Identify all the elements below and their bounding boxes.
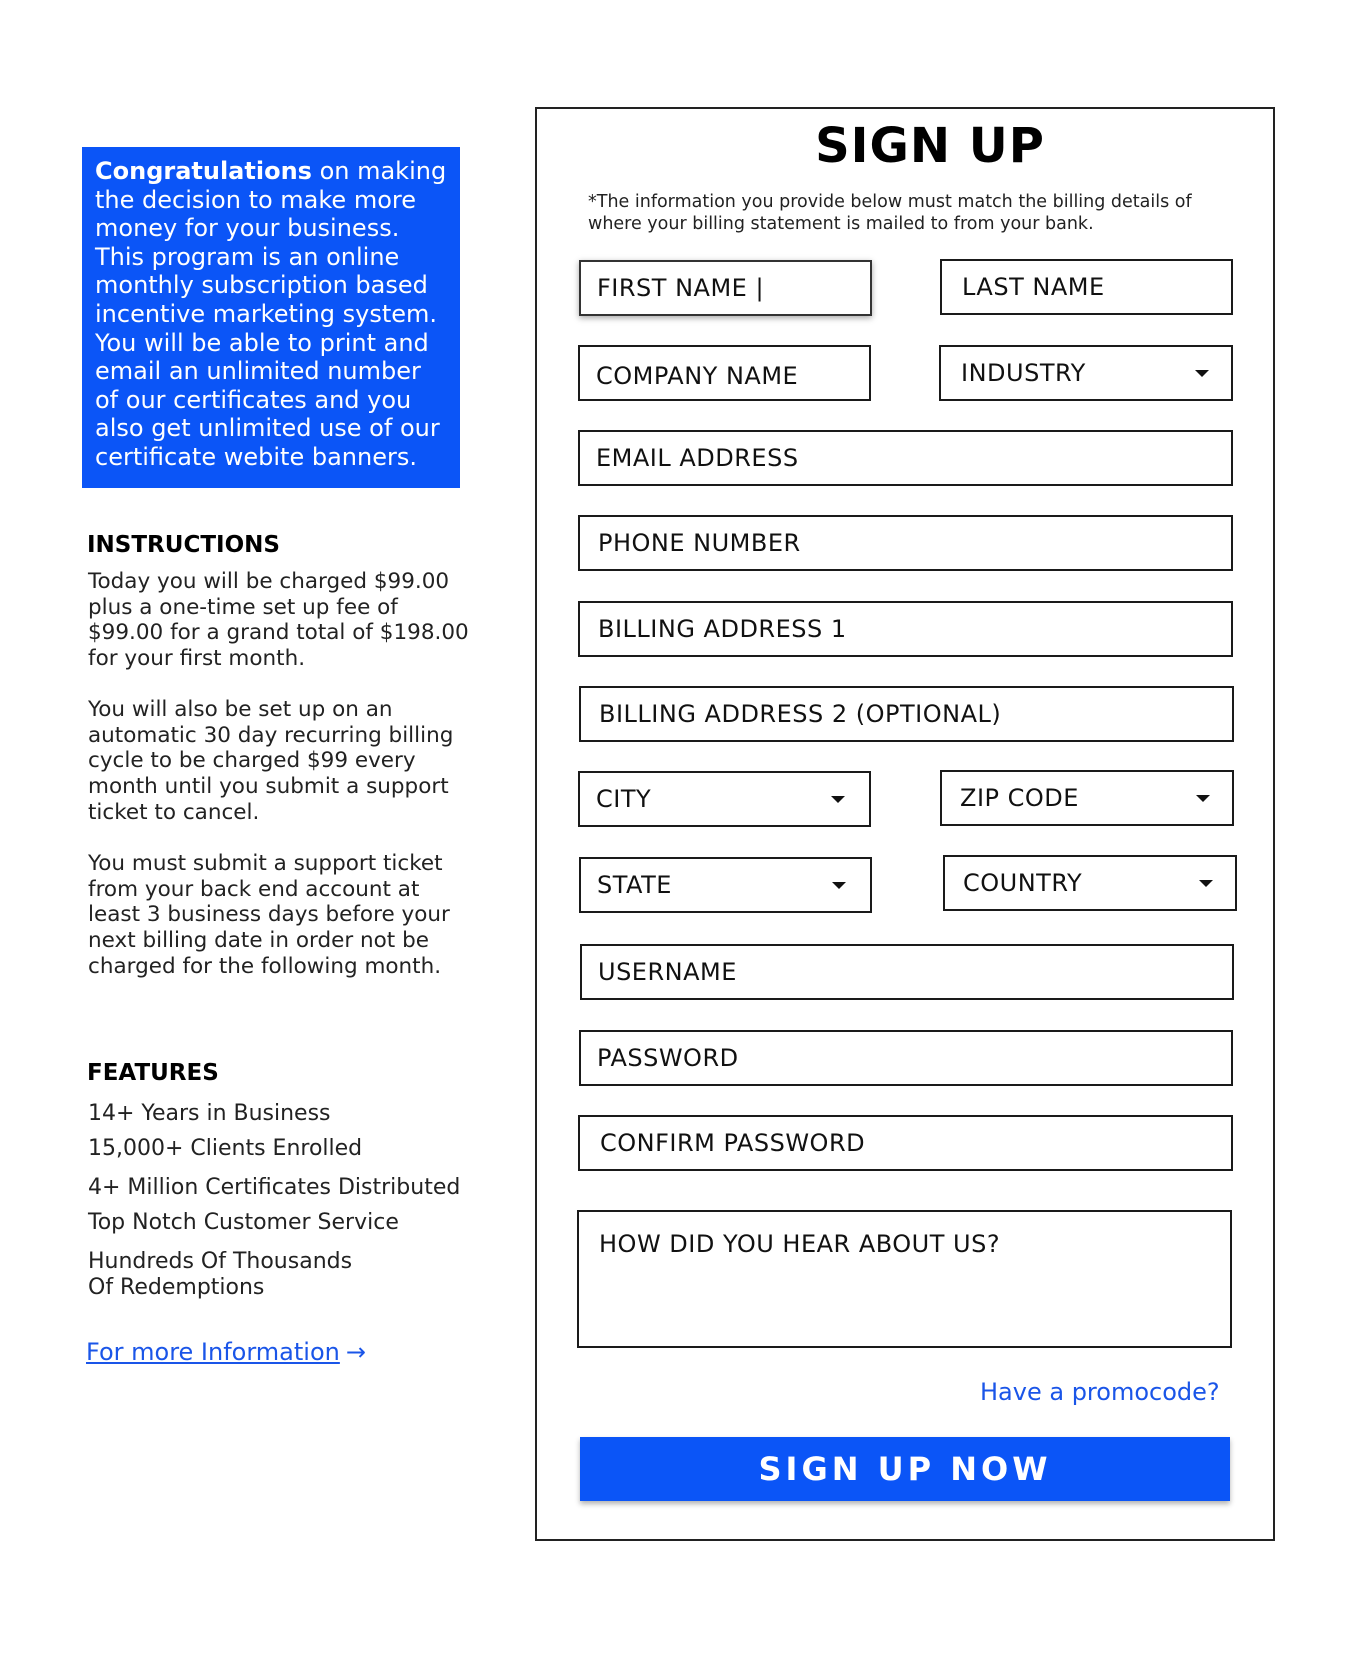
instructions-paragraph: You will also be set up on an automatic 30 day recurring billing cycle to be charged $99 every month until you submit a support ticket to cancel. — [88, 697, 454, 825]
how-did-you-hear-field[interactable] — [577, 1210, 1232, 1348]
company-name-placeholder: COMPANY NAME — [596, 362, 799, 390]
more-information-label: For more Information — [86, 1338, 340, 1366]
industry-select[interactable] — [939, 345, 1233, 401]
username-placeholder: USERNAME — [598, 958, 737, 986]
feature-item: Hundreds Of Thousands — [88, 1249, 353, 1274]
billing-address-2-placeholder: BILLING ADDRESS 2 (OPTIONAL) — [599, 700, 1002, 728]
last-name-placeholder: LAST NAME — [962, 273, 1105, 301]
feature-item: 14+ Years in Business — [88, 1101, 331, 1126]
caret-down-icon — [1196, 795, 1210, 802]
username-field[interactable] — [580, 944, 1234, 1000]
caret-down-icon — [1195, 370, 1209, 377]
phone-placeholder: PHONE NUMBER — [598, 529, 801, 557]
email-placeholder: EMAIL ADDRESS — [596, 444, 799, 472]
password-field[interactable] — [579, 1030, 1233, 1086]
industry-label: INDUSTRY — [961, 359, 1086, 387]
city-select[interactable] — [578, 771, 871, 827]
password-placeholder: PASSWORD — [597, 1044, 739, 1072]
state-label: STATE — [597, 871, 672, 899]
welcome-message-box — [82, 147, 460, 488]
company-name-field[interactable] — [578, 345, 871, 401]
country-label: COUNTRY — [963, 869, 1083, 897]
instructions-heading: INSTRUCTIONS — [87, 532, 280, 558]
instructions-paragraph: You must submit a support ticket from your back end account at least 3 business days before your next billing date in order not be charged for the following month. — [88, 851, 450, 979]
email-field[interactable] — [578, 430, 1233, 486]
welcome-message-text: on making the decision to make more money for your business. This program is an online monthly subscription based incentive marketing system. You will be able to print and email an unlimited number of our certificates and you also get unlimited use of our certificate webite banners. — [95, 157, 447, 471]
how-did-you-hear-placeholder: HOW DID YOU HEAR ABOUT US? — [599, 1230, 1001, 1258]
billing-address-1-placeholder: BILLING ADDRESS 1 — [598, 615, 847, 643]
feature-item: Of Redemptions — [88, 1275, 265, 1300]
billing-address-2-field[interactable] — [579, 686, 1234, 742]
zip-code-label: ZIP CODE — [960, 784, 1079, 812]
form-title: SIGN UP — [815, 118, 1045, 174]
arrow-right-icon: → — [345, 1338, 366, 1366]
confirm-password-placeholder: CONFIRM PASSWORD — [600, 1129, 866, 1157]
confirm-password-field[interactable] — [578, 1115, 1233, 1171]
instructions-paragraph: Today you will be charged $99.00 plus a one-time set up fee of $99.00 for a grand total of $198.00 for your first month. — [88, 569, 469, 672]
more-information-link[interactable] — [86, 1338, 366, 1366]
feature-item: 15,000+ Clients Enrolled — [88, 1136, 363, 1161]
phone-field[interactable] — [578, 515, 1233, 571]
country-select[interactable] — [943, 855, 1237, 911]
caret-down-icon — [1199, 880, 1213, 887]
first-name-field[interactable] — [579, 260, 872, 316]
city-label: CITY — [596, 785, 652, 813]
feature-item: 4+ Million Certificates Distributed — [88, 1175, 461, 1200]
billing-note: *The information you provide below must match the billing details of where your billing statement is mailed to from your bank. — [588, 192, 1192, 234]
caret-down-icon — [832, 882, 846, 889]
billing-address-1-field[interactable] — [578, 601, 1233, 657]
state-select[interactable] — [579, 857, 872, 913]
first-name-placeholder: FIRST NAME | — [597, 274, 765, 302]
features-heading: FEATURES — [87, 1060, 219, 1086]
zip-code-select[interactable] — [940, 770, 1234, 826]
welcome-message-bold: Congratulations — [95, 157, 312, 185]
caret-down-icon — [831, 796, 845, 803]
promocode-link[interactable]: Have a promocode? — [980, 1378, 1220, 1406]
feature-item: Top Notch Customer Service — [88, 1210, 399, 1235]
last-name-field[interactable] — [940, 259, 1233, 315]
sign-up-now-button[interactable]: SIGN UP NOW — [580, 1437, 1230, 1501]
